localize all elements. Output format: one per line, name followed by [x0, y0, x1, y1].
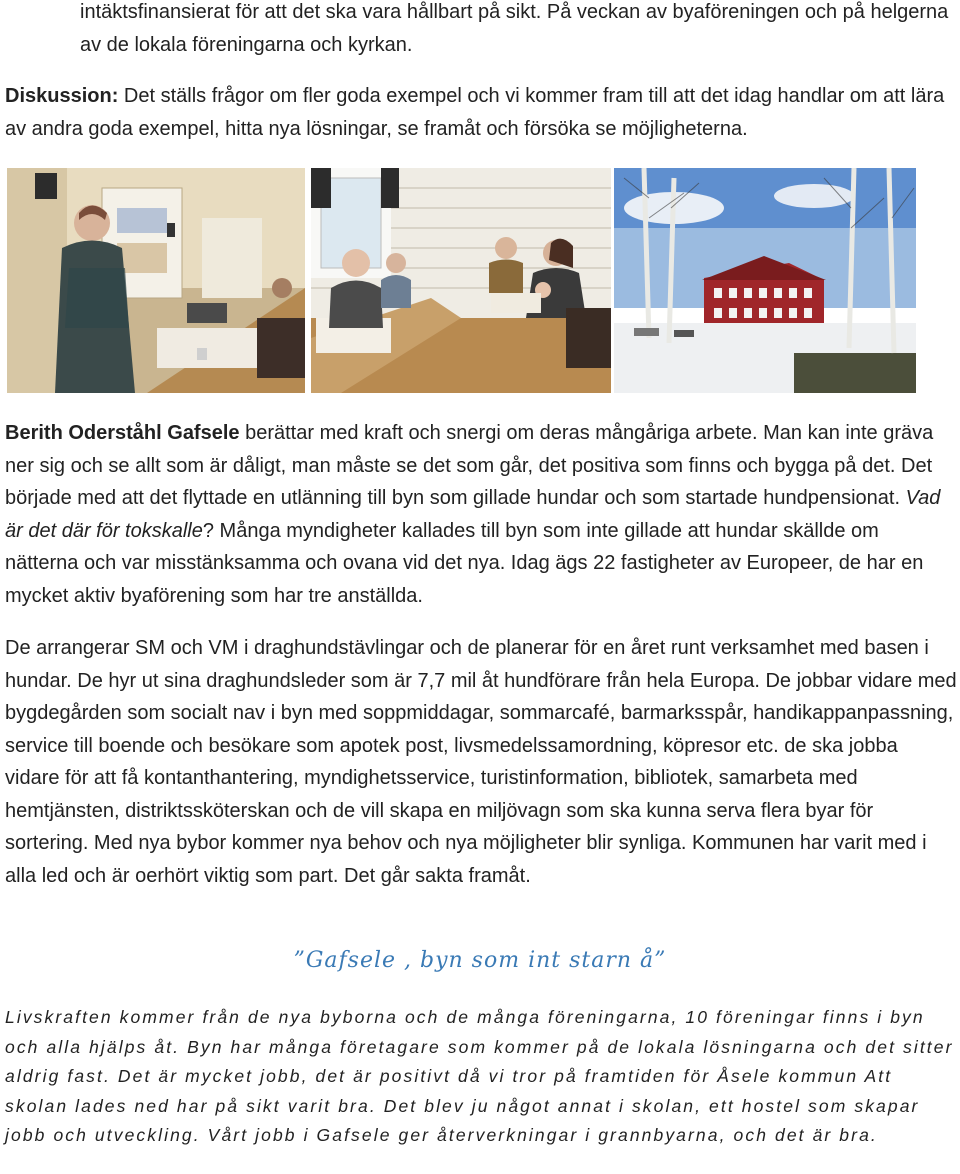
meeting-audience-photo	[311, 168, 611, 393]
paragraph-activities	[5, 632, 957, 892]
story-text-2: ? Många myndigheter kallades till byn som inte gillade att hundar skällde om nätterna och var misstänksamma och ovana vid det nya. Idag ägs 22 fastigheter av Europeer, de har en mycket aktiv byaförening som har tre anställda.	[5, 519, 924, 607]
photo-row	[7, 168, 917, 393]
discussion-text: Det ställs frågor om fler goda exempel och vi kommer fram till att det idag handlar om att lära av andra goda exempel, hitta nya lösningar, se framåt och försöka se möjligheterna.	[5, 85, 945, 140]
closing-text: Livskraften kommer från de nya byborna och de många föreningarna, 10 föreningar finns i byn och alla hjälps åt. Byn har många företagare som kommer på de lokala lösningarna och det sitter aldrig fast. Det är mycket jobb, det är positivt då vi tror på framtiden för Åsele kommun Att skolan lades ned har på sikt varit bra. Det blev ju något annat i skolan, ett hostel som skapar jobb och utveckling. Vårt jobb i Gafsele ger återverkningar i grannbyarna, och det är bra.	[5, 1007, 954, 1146]
story-italic: Vad är det där för tokskalle	[5, 487, 941, 542]
paragraph-closing	[5, 1003, 960, 1151]
paragraph-gafsele-story	[5, 417, 957, 612]
speaker-name: Berith Oderståhl Gafsele	[5, 422, 240, 444]
activities-text: De arrangerar SM och VM i draghundstävlingar och de planerar för en året runt verksamhet med basen i hundar. De hyr ut sina draghundsleder som är 7,7 mil åt hundförare från hela Europa. De jobbar vidare med bygdegården som socialt nav i byn med soppmiddagar, sommarcafé, barmarksspår, handikappanpassning, service till boende och besökare som apotek post, livsmedelssamordning, köpresor etc. de ska jobba vidare för att få kontanthantering, myndighetsservice, turistinformation, bibliotek, samarbeta med hemtjänsten, distriktssköterskan och de vill skapa en miljövagn som ska kunna serva flera byar för sortering. Med nya bybor kommer nya behov och nya möjligheter blir synliga. Kommunen har varit med i alla led och är oerhört viktig som part. Det går sakta framåt.	[5, 637, 957, 887]
paragraph-intro-text: intäktsfinansierat för att det ska vara hållbart på sikt. På veckan av byaföreningen och på helgerna av de lokala föreningarna och kyrkan.	[80, 1, 949, 56]
paragraph-discussion	[5, 80, 950, 145]
discussion-label: Diskussion:	[5, 85, 119, 107]
paragraph-intro	[80, 0, 950, 61]
story-text-1: berättar med kraft och snergi om deras mångåriga arbete. Man kan inte gräva ner sig och se allt som är dåligt, man måste se det som går, det positiva som finns och bygga på det. Det började med att det flyttade en utlänning till byn som gillade hundar och som startade hundpensionat.	[5, 422, 934, 509]
red-building-winter-photo	[614, 168, 916, 393]
pull-quote: ”Gafsele , byn som int starn å”	[293, 948, 667, 973]
presentation-photo	[7, 168, 305, 393]
